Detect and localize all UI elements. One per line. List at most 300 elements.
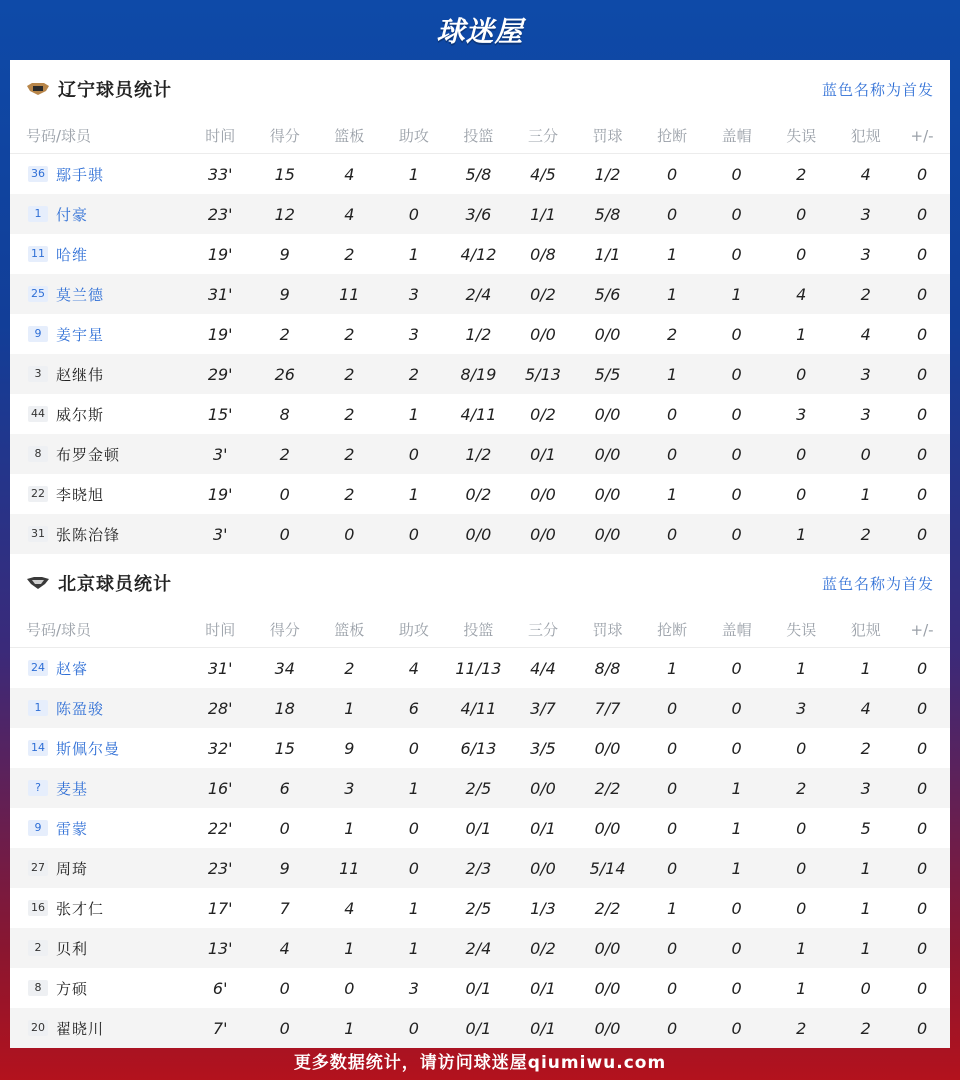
stat-cell: 5/8 xyxy=(579,194,636,234)
stat-cell: 0 xyxy=(860,978,871,998)
stat-cell: 0/0 xyxy=(579,1008,636,1048)
table-row[interactable] xyxy=(10,234,950,274)
table-header-row xyxy=(10,118,950,154)
stat-cell: 0/0 xyxy=(594,978,621,998)
player-name[interactable]: 方硕 xyxy=(56,979,89,998)
stat-cell: 1/2 xyxy=(594,164,621,184)
stat-cell: 1 xyxy=(321,688,378,728)
stat-cell: 0/0 xyxy=(450,514,507,554)
stat-cell: 1 xyxy=(666,658,678,678)
stat-cell: 2 xyxy=(279,324,290,344)
stat-cell: 1 xyxy=(378,768,450,808)
team-section xyxy=(10,554,950,1048)
stat-cell: 0/0 xyxy=(530,484,556,504)
table-row[interactable] xyxy=(10,848,950,888)
stat-cell: 4 xyxy=(249,928,321,968)
stat-cell: 0 xyxy=(765,354,837,394)
player-cell[interactable] xyxy=(10,274,192,314)
player-name[interactable]: 贝利 xyxy=(56,939,89,958)
jersey-number-badge: 11 xyxy=(28,246,48,262)
stat-cell: 0/0 xyxy=(507,848,579,888)
stat-cell: 0 xyxy=(731,164,742,184)
stat-cell: 1 xyxy=(408,244,419,264)
column-header: 罚球 xyxy=(579,118,636,154)
player-name[interactable]: 威尔斯 xyxy=(56,405,105,424)
stat-cell: 1 xyxy=(708,768,765,808)
player-name[interactable]: 赵睿 xyxy=(56,659,89,678)
jersey-number-badge: 31 xyxy=(28,526,48,542)
player-name[interactable]: 张陈治锋 xyxy=(56,525,121,544)
column-header: 抢断 xyxy=(636,118,708,154)
column-header: 得分 xyxy=(249,612,321,648)
player-cell[interactable] xyxy=(10,688,192,728)
stat-cell: 0/2 xyxy=(507,928,579,968)
table-row[interactable] xyxy=(10,314,950,354)
stat-cell: 0 xyxy=(916,404,928,424)
stat-cell: 0/0 xyxy=(594,738,621,758)
header xyxy=(0,0,960,60)
column-header: 号码/球员 xyxy=(10,118,192,154)
stat-cell: 2 xyxy=(321,434,378,474)
player-name[interactable]: 姜宇星 xyxy=(56,325,105,344)
stat-cell: 0 xyxy=(636,514,708,554)
liaoning-team-logo xyxy=(26,82,50,96)
jersey-number-badge: 9 xyxy=(28,326,48,342)
stat-cell: 0/1 xyxy=(507,1008,579,1048)
player-cell[interactable] xyxy=(10,354,192,394)
stat-cell: 0 xyxy=(666,164,678,184)
stat-cell: 0 xyxy=(378,848,450,888)
stat-cell: 2 xyxy=(344,484,355,504)
stat-cell: 16' xyxy=(192,768,249,808)
stat-cell: 1 xyxy=(708,274,765,314)
stat-cell: 1 xyxy=(666,898,678,918)
stat-cell: 0 xyxy=(796,484,807,504)
column-header: 失误 xyxy=(765,118,837,154)
column-header: 投篮 xyxy=(450,612,507,648)
stat-cell: 4/11 xyxy=(450,688,507,728)
column-header: 投篮 xyxy=(450,118,507,154)
player-cell[interactable] xyxy=(10,728,192,768)
stat-cell: 4/12 xyxy=(460,244,497,264)
stat-cell: 1 xyxy=(321,1008,378,1048)
player-name[interactable]: 张才仁 xyxy=(56,899,105,918)
player-cell[interactable] xyxy=(10,848,192,888)
stat-cell: 3/5 xyxy=(530,738,556,758)
stat-cell: 3 xyxy=(860,404,871,424)
stat-cell: 1 xyxy=(408,484,419,504)
stat-cell: 3 xyxy=(837,194,894,234)
player-name[interactable]: 付豪 xyxy=(56,205,89,224)
stat-cell: 3' xyxy=(192,434,249,474)
stat-cell: 0 xyxy=(249,1008,321,1048)
stat-cell: 7 xyxy=(279,898,290,918)
player-name[interactable]: 鄢手骐 xyxy=(56,165,105,184)
stat-cell: 0 xyxy=(708,194,765,234)
table-row[interactable] xyxy=(10,688,950,728)
stat-cell: 2 xyxy=(765,1008,837,1048)
stat-cell: 9 xyxy=(344,738,355,758)
player-cell[interactable] xyxy=(10,154,192,195)
stat-cell: 1 xyxy=(666,244,678,264)
stat-cell: 0 xyxy=(765,848,837,888)
stat-cell: 3 xyxy=(837,354,894,394)
column-header: 时间 xyxy=(192,612,249,648)
stat-cell: 3 xyxy=(321,768,378,808)
column-header: 盖帽 xyxy=(708,118,765,154)
stat-cell: 0 xyxy=(796,818,807,838)
stat-cell: 0 xyxy=(378,194,450,234)
column-header: 时间 xyxy=(192,118,249,154)
stat-cell: 0 xyxy=(731,978,742,998)
stat-cell: 2/2 xyxy=(579,768,636,808)
stat-cell: 0/0 xyxy=(579,434,636,474)
stat-cell: 0 xyxy=(894,274,950,314)
stat-cell: 0/0 xyxy=(594,818,621,838)
stat-cell: 13' xyxy=(192,928,249,968)
footer-link-text[interactable]: 更多数据统计，请访问球迷屋qiumiwu.com xyxy=(293,1052,667,1073)
stat-cell: 0 xyxy=(894,514,950,554)
stat-cell: 2/4 xyxy=(450,928,507,968)
stat-cell: 9 xyxy=(249,274,321,314)
table-row[interactable] xyxy=(10,194,950,234)
stat-cell: 1 xyxy=(408,898,419,918)
stat-cell: 1 xyxy=(765,514,837,554)
stat-cell: 0 xyxy=(894,688,950,728)
stat-cell: 1 xyxy=(408,164,419,184)
stat-cell: 1 xyxy=(731,818,742,838)
stat-cell: 0/2 xyxy=(530,404,556,424)
stat-cell: 0 xyxy=(916,978,928,998)
player-name[interactable]: 赵继伟 xyxy=(56,365,105,384)
stat-cell: 3 xyxy=(408,978,419,998)
column-header: 盖帽 xyxy=(708,612,765,648)
player-cell[interactable] xyxy=(10,234,192,274)
stat-cell: 0 xyxy=(666,738,678,758)
player-cell[interactable] xyxy=(10,394,192,434)
stat-cell: 0 xyxy=(378,434,450,474)
stat-cell: 3 xyxy=(378,274,450,314)
column-header: 助攻 xyxy=(378,612,450,648)
stat-cell: 1 xyxy=(344,818,355,838)
stat-cell: 4/5 xyxy=(530,164,556,184)
stat-cell: 17' xyxy=(207,898,233,918)
jersey-number-badge: 36 xyxy=(28,166,48,182)
stat-cell: 3/6 xyxy=(450,194,507,234)
stat-cell: 0 xyxy=(731,898,742,918)
team-heading xyxy=(26,570,172,596)
stat-cell: 1 xyxy=(796,658,807,678)
stat-cell: 0 xyxy=(916,164,928,184)
stat-cell: 0 xyxy=(765,194,837,234)
table-row[interactable] xyxy=(10,394,950,434)
stat-cell: 1 xyxy=(378,928,450,968)
column-header: 犯规 xyxy=(837,118,894,154)
stat-cell: 31' xyxy=(207,658,233,678)
stat-cell: 0 xyxy=(765,434,837,474)
stat-cell: 0 xyxy=(916,244,928,264)
table-row[interactable] xyxy=(10,968,950,1008)
stat-cell: 1/2 xyxy=(450,434,507,474)
jersey-number-badge: ? xyxy=(28,780,48,796)
stat-cell: 1 xyxy=(321,928,378,968)
footer[interactable] xyxy=(0,1040,960,1080)
stat-cell: 9 xyxy=(249,848,321,888)
team-title: 辽宁球员统计 xyxy=(58,80,172,101)
player-name[interactable]: 麦基 xyxy=(56,779,89,798)
stat-cell: 0/8 xyxy=(530,244,556,264)
stat-cell: 2 xyxy=(344,244,355,264)
player-name[interactable]: 布罗金顿 xyxy=(56,445,121,464)
stat-cell: 0 xyxy=(796,244,807,264)
player-cell[interactable] xyxy=(10,474,192,514)
stat-cell: 0 xyxy=(666,978,678,998)
stat-cell: 0 xyxy=(666,404,678,424)
stat-cell: 2/5 xyxy=(450,768,507,808)
stat-cell: 9 xyxy=(279,244,290,264)
player-cell[interactable] xyxy=(10,768,192,808)
stat-cell: 1 xyxy=(666,484,678,504)
stat-cell: 0 xyxy=(916,818,928,838)
stat-cell: 1 xyxy=(636,354,708,394)
jersey-number-badge: 24 xyxy=(28,660,48,676)
table-row[interactable] xyxy=(10,154,950,195)
stat-cell: 15 xyxy=(274,164,295,184)
table-row[interactable] xyxy=(10,274,950,314)
stat-cell: 15' xyxy=(207,404,233,424)
stat-cell: 0 xyxy=(279,978,290,998)
player-cell[interactable] xyxy=(10,434,192,474)
stat-cell: 0 xyxy=(796,898,807,918)
stat-cell: 3' xyxy=(192,514,249,554)
stat-cell: 7' xyxy=(192,1008,249,1048)
section-header xyxy=(10,554,950,612)
stat-cell: 6' xyxy=(212,978,228,998)
stat-cell: 2 xyxy=(666,324,678,344)
stat-cell: 1 xyxy=(860,898,871,918)
stat-cell: 2 xyxy=(344,324,355,344)
stat-cell: 3 xyxy=(837,768,894,808)
jersey-number-badge: 27 xyxy=(28,860,48,876)
table-row[interactable] xyxy=(10,728,950,768)
stat-cell: 0 xyxy=(636,928,708,968)
player-name[interactable]: 李晓旭 xyxy=(56,485,105,504)
table-row[interactable] xyxy=(10,808,950,848)
stat-cell: 1/2 xyxy=(465,324,492,344)
table-row[interactable] xyxy=(10,768,950,808)
stat-cell: 1 xyxy=(796,978,807,998)
stat-cell: 0 xyxy=(796,738,807,758)
stat-cell: 1 xyxy=(796,324,807,344)
stat-cell: 1 xyxy=(860,484,871,504)
stat-cell: 2 xyxy=(837,274,894,314)
player-name[interactable]: 雷蒙 xyxy=(56,819,89,838)
column-header: 罚球 xyxy=(579,612,636,648)
table-row[interactable] xyxy=(10,474,950,514)
stat-cell: 2 xyxy=(321,354,378,394)
stat-cell: 0 xyxy=(666,818,678,838)
stat-cell: 0 xyxy=(894,928,950,968)
stat-cell: 1 xyxy=(765,928,837,968)
stat-cell: 0 xyxy=(636,434,708,474)
section-header xyxy=(10,60,950,118)
stat-cell: 15 xyxy=(274,738,295,758)
jersey-number-badge: 2 xyxy=(28,940,48,956)
stat-cell: 0/2 xyxy=(465,484,492,504)
stat-cell: 0/1 xyxy=(530,978,556,998)
table-header-row xyxy=(10,612,950,648)
player-cell[interactable] xyxy=(10,514,192,554)
stat-cell: 0/0 xyxy=(507,768,579,808)
stat-cell: 0 xyxy=(279,818,290,838)
stat-cell: 0 xyxy=(731,738,742,758)
stat-cell: 19' xyxy=(207,324,233,344)
stat-cell: 0 xyxy=(731,484,742,504)
stat-cell: 11 xyxy=(321,848,378,888)
stat-cell: 1/1 xyxy=(507,194,579,234)
stat-cell: 1/1 xyxy=(594,244,621,264)
player-cell[interactable] xyxy=(10,808,192,848)
stat-cell: 4 xyxy=(837,688,894,728)
stat-cell: 0/0 xyxy=(530,324,556,344)
team-section xyxy=(10,60,950,554)
table-row[interactable] xyxy=(10,514,950,554)
table-row[interactable] xyxy=(10,434,950,474)
jersey-number-badge: 20 xyxy=(28,1020,48,1036)
player-cell[interactable] xyxy=(10,968,192,1008)
stat-cell: 0/1 xyxy=(465,818,492,838)
stat-cell: 0 xyxy=(916,898,928,918)
stat-cell: 2 xyxy=(378,354,450,394)
stat-cell: 3 xyxy=(796,404,807,424)
table-row[interactable] xyxy=(10,354,950,394)
jersey-number-badge: 1 xyxy=(28,700,48,716)
stat-cell: 0 xyxy=(894,1008,950,1048)
stat-cell: 28' xyxy=(192,688,249,728)
jersey-number-badge: 16 xyxy=(28,900,48,916)
stat-cell: 0/2 xyxy=(507,274,579,314)
stat-cell: 32' xyxy=(207,738,233,758)
player-stats-table xyxy=(10,118,950,554)
stats-card xyxy=(10,60,950,1040)
player-name[interactable]: 莫兰德 xyxy=(56,285,105,304)
player-name[interactable]: 周琦 xyxy=(56,859,89,878)
stat-cell: 2 xyxy=(765,768,837,808)
stat-cell: 1 xyxy=(837,848,894,888)
stat-cell: 4 xyxy=(344,164,355,184)
stat-cell: 0 xyxy=(731,658,742,678)
jersey-number-badge: 14 xyxy=(28,740,48,756)
stat-cell: 0 xyxy=(708,514,765,554)
stat-cell: 4 xyxy=(344,898,355,918)
player-cell[interactable] xyxy=(10,928,192,968)
stat-cell: 3 xyxy=(408,324,419,344)
stat-cell: 2/5 xyxy=(465,898,492,918)
jersey-number-badge: 25 xyxy=(28,286,48,302)
table-row[interactable] xyxy=(10,928,950,968)
column-header: +/- xyxy=(894,612,950,648)
player-cell[interactable] xyxy=(10,648,192,689)
column-header: 篮板 xyxy=(321,612,378,648)
stat-cell: 2/2 xyxy=(594,898,621,918)
stat-cell: 0 xyxy=(708,354,765,394)
player-name[interactable]: 翟晓川 xyxy=(56,1019,105,1038)
stat-cell: 0/0 xyxy=(579,928,636,968)
stat-cell: 12 xyxy=(249,194,321,234)
player-cell[interactable] xyxy=(10,314,192,354)
stat-cell: 6 xyxy=(378,688,450,728)
stat-cell: 8/8 xyxy=(594,658,621,678)
stat-cell: 4/11 xyxy=(460,404,497,424)
stat-cell: 0 xyxy=(916,484,928,504)
stat-cell: 19' xyxy=(207,484,233,504)
jersey-number-badge: 9 xyxy=(28,820,48,836)
column-header: 三分 xyxy=(507,118,579,154)
starter-legend-note: 蓝色名称为首发 xyxy=(821,80,934,99)
column-header: 失误 xyxy=(765,612,837,648)
column-header: 助攻 xyxy=(378,118,450,154)
stat-cell: 4 xyxy=(408,658,419,678)
table-row[interactable] xyxy=(10,888,950,928)
stat-cell: 0/0 xyxy=(579,514,636,554)
stat-cell: 2 xyxy=(796,164,807,184)
stat-cell: 0 xyxy=(249,514,321,554)
stat-cell: 34 xyxy=(274,658,295,678)
player-name[interactable]: 陈盈骏 xyxy=(56,699,105,718)
stat-cell: 1 xyxy=(837,928,894,968)
player-cell[interactable] xyxy=(10,888,192,928)
stat-cell: 4/4 xyxy=(530,658,556,678)
stat-cell: 0/1 xyxy=(465,978,492,998)
stat-cell: 4 xyxy=(860,324,871,344)
stat-cell: 11/13 xyxy=(455,658,502,678)
stat-cell: 0/0 xyxy=(594,404,621,424)
stat-cell: 1 xyxy=(708,848,765,888)
stat-cell: 33' xyxy=(207,164,233,184)
column-header: 抢断 xyxy=(636,612,708,648)
stat-cell: 0 xyxy=(916,738,928,758)
player-cell[interactable] xyxy=(10,194,192,234)
stat-cell: 22' xyxy=(207,818,233,838)
stat-cell: 5/8 xyxy=(465,164,492,184)
stat-cell: 0 xyxy=(636,688,708,728)
stat-cell: 29' xyxy=(192,354,249,394)
stat-cell: 0/1 xyxy=(530,818,556,838)
stat-cell: 0 xyxy=(378,1008,450,1048)
player-name[interactable]: 斯佩尔曼 xyxy=(56,739,121,758)
stat-cell: 0 xyxy=(916,658,928,678)
stat-cell: 0 xyxy=(708,688,765,728)
player-name[interactable]: 哈维 xyxy=(56,245,89,264)
stat-cell: 4 xyxy=(765,274,837,314)
jersey-number-badge: 3 xyxy=(28,366,48,382)
stat-cell: 0 xyxy=(636,768,708,808)
stat-cell: 5 xyxy=(860,818,871,838)
table-row[interactable] xyxy=(10,648,950,689)
column-header: 三分 xyxy=(507,612,579,648)
stat-cell: 0 xyxy=(321,514,378,554)
stat-cell: 11 xyxy=(321,274,378,314)
stat-cell: 2 xyxy=(860,738,871,758)
stat-cell: 0/0 xyxy=(507,514,579,554)
stat-cell: 0 xyxy=(636,194,708,234)
stat-cell: 31' xyxy=(192,274,249,314)
stat-cell: 0/0 xyxy=(594,324,621,344)
column-header: 犯规 xyxy=(837,612,894,648)
stat-cell: 5/13 xyxy=(507,354,579,394)
stat-cell: 1 xyxy=(636,274,708,314)
team-title: 北京球员统计 xyxy=(58,574,172,595)
